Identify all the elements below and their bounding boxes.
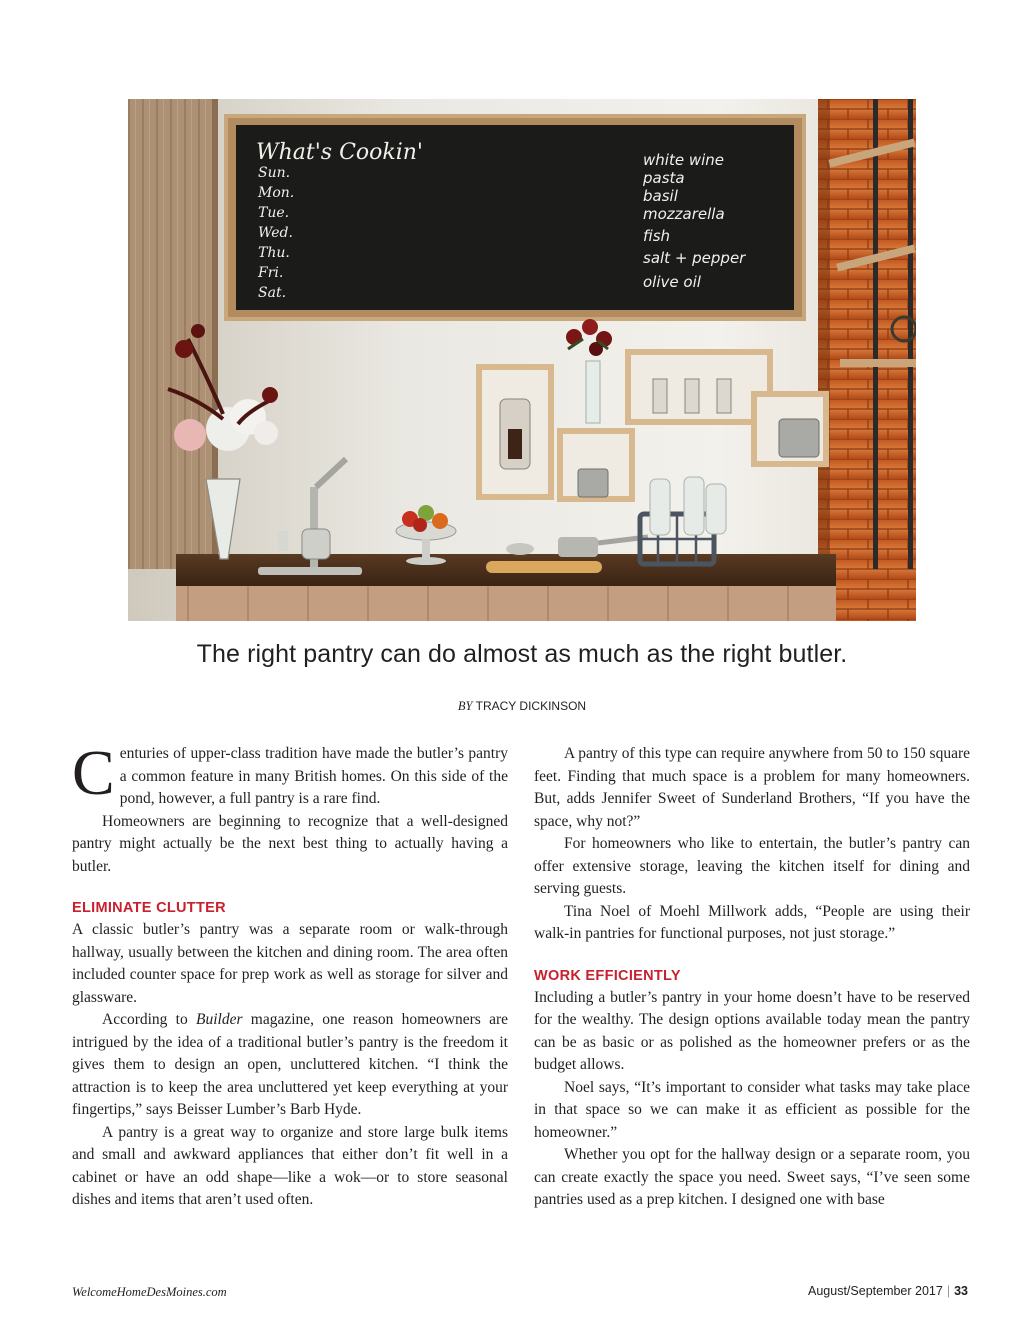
article-deck: The right pantry can do almost as much as the right butler. [196,640,848,668]
article-column-right [534,743,970,1212]
board-day: Fri. [258,265,284,281]
board-menu-item: pasta [643,169,685,187]
board-day: Tue. [258,205,290,221]
board-menu-item: olive oil [643,273,701,291]
board-day: Thu. [258,245,290,261]
subhead-work-efficiently: WORK EFFICIENTLY [534,967,681,984]
body-paragraph: Homeowners are beginning to recognize that a well-designed pantry might actually be the next best thing to actually having a butler. [72,812,508,875]
board-day: Sun. [258,165,291,181]
board-day: Sat. [258,285,287,301]
page-number: 33 [954,1284,968,1298]
board-menu-item: mozzarella [643,205,725,223]
magazine-title: Builder [196,1011,243,1028]
footer-separator: | [946,1284,951,1298]
board-menu-item: white wine [643,151,724,169]
footer-folio [808,1284,968,1298]
body-paragraph: Whether you opt for the hallway design or a separate room, you can create exactly the space you need. Sweet says, “I’ve seen some pantries used as a prep kitchen. I designed one with base [534,1146,970,1208]
body-paragraph: A pantry of this type can require anywhere from 50 to 150 square feet. Finding that much space is a problem for many homeowners. But, adds Jennifer Sweet of Sunderland Brothers, “If you have the space, why not?” [534,745,970,830]
body-paragraph: Tina Noel of Moehl Millwork adds, “People are using their walk-in pantries for functional purposes, not just storage.” [534,902,970,942]
body-paragraph: Including a butler’s pantry in your home doesn’t have to be reserved for the wealthy. The design options available today mean the pantry can be as basic or as polished as the homeowner prefers or as the budget allows. [534,988,970,1073]
body-paragraph: Noel says, “It’s important to consider what tasks may take place in that space so we can make it as efficient as possible for the homeowner.” [534,1078,970,1141]
body-paragraph [72,1009,508,1122]
byline-prefix: BY [457,699,473,713]
board-day: Mon. [258,185,295,201]
article-column-left [72,737,508,1212]
footer-website: WelcomeHomeDesMoines.com [72,1285,227,1299]
body-paragraph: For homeowners who like to entertain, the butler’s pantry can offer extensive storage, leaving the kitchen itself for dining and serving guests. [534,835,970,897]
body-text: magazine, one reason homeowners are intrigued by the idea of a traditional butler’s pantry is the freedom it gives them to design an open, uncluttered kitchen. “I think the attraction is to keep the area uncluttered yet keep everything at your fingertips,” says Beisser Lumber’s Barb Hyde. [72,1011,508,1118]
body-paragraph: A classic butler’s pantry was a separate room or walk-through hallway, usually between the kitchen and dining room. The area often included counter space for prep work as well as storage for silver and glassware. [72,921,508,1006]
subhead-eliminate-clutter: ELIMINATE CLUTTER [72,900,226,916]
footer-issue: August/September 2017 [808,1284,943,1298]
pantry-photo [128,99,916,621]
board-menu-item: fish [643,227,671,245]
body-paragraph: A pantry is a great way to organize and store large bulk items and small and awkward appliances that either don’t fit well in a cabinet or have an odd shape—like a wok—or to store seasonal dishes and items that aren’t used often. [72,1123,508,1208]
body-text: According to [102,1011,196,1028]
intro-text: enturies of upper-class tradition have made the butler’s pantry a common feature in many British homes. On this side of the pond, however, a full pantry is a rare find. [119,745,508,807]
drop-cap: C [72,737,115,808]
intro-paragraph [72,737,508,811]
byline-author: TRACY DICKINSON [475,699,587,713]
board-menu-item: basil [643,187,678,205]
board-menu-item: salt + pepper [643,249,746,267]
board-day: Wed. [258,225,293,241]
byline [0,699,1024,714]
board-title: What's Cookin' [256,140,423,165]
